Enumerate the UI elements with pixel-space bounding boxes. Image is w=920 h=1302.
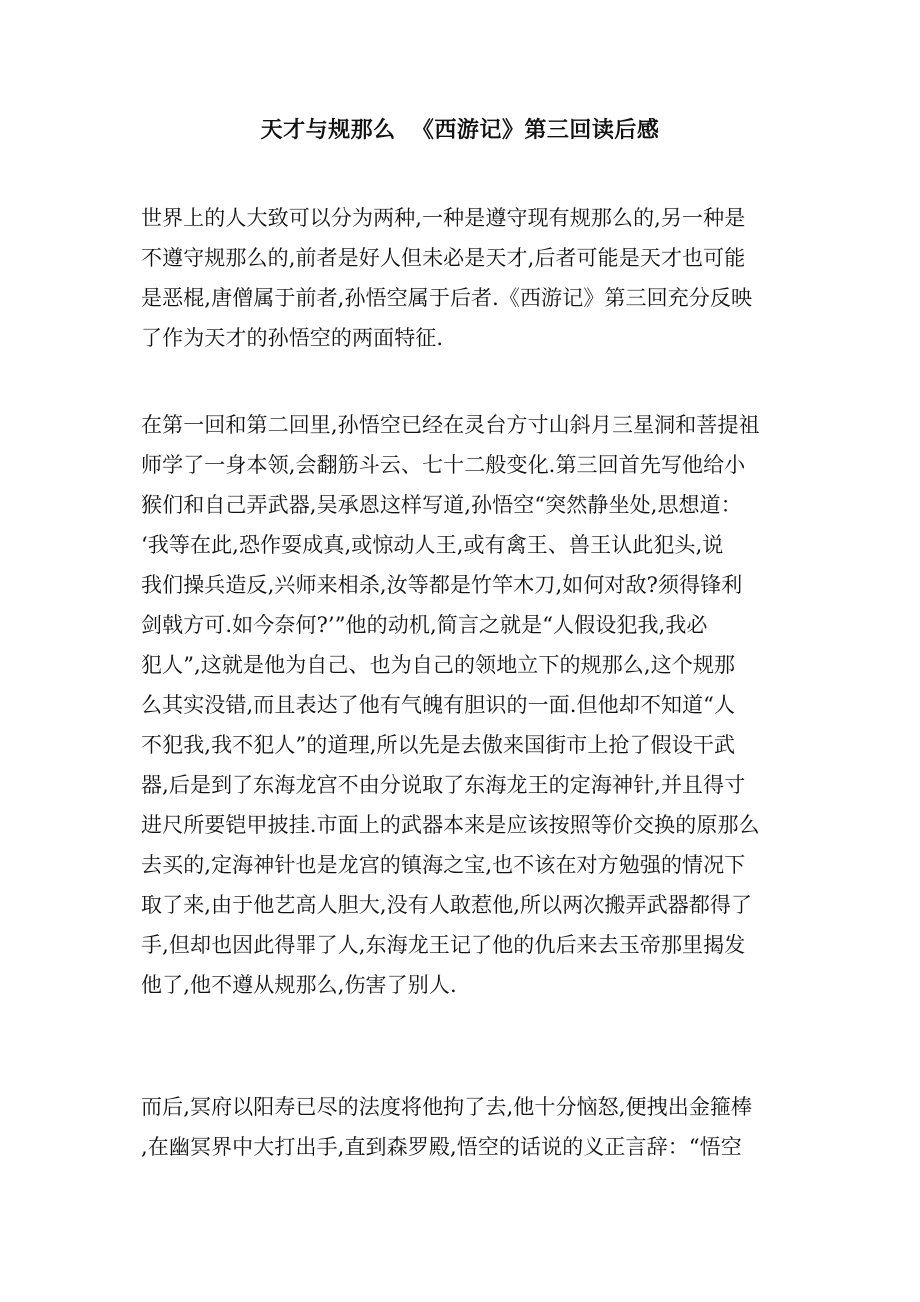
text-line: 了作为天才的孙悟空的两面特征. [141, 326, 444, 350]
text-line: 世界上的人大致可以分为两种,一种是遵守现有规那么的,另一种是 [141, 206, 746, 230]
paragraph-1 [141, 198, 791, 358]
text-line: 而后,冥府以阳寿已尽的法度将他拘了去,他十分恼怒,便拽出金箍棒 [141, 1095, 753, 1119]
text-line: 么其实没错,而且表达了他有气魄有胆识的一面.但他却不知道“人 [141, 693, 736, 717]
text-line: 进尺所要铠甲披挂.市面上的武器本来是应该按照等价交换的原那么 [141, 813, 760, 837]
text-line: 猴们和自己弄武器,吴承恩这样写道,孙悟空“突然静坐处,思想道： [141, 493, 742, 517]
text-line: 师学了一身本领,会翻筋斗云、七十二般变化.第三回首先写他给小 [141, 453, 746, 477]
paragraph-2 [141, 405, 791, 1005]
paragraph-3 [141, 1087, 791, 1167]
text-line: 器,后是到了东海龙宫不由分说取了东海龙王的定海神针,并且得寸 [141, 773, 746, 797]
text-line: 剑戟方可.如今奈何?’”他的动机,简言之就是“人假设犯我,我必 [141, 613, 708, 637]
text-line: 他了,他不遵从规那么,伤害了别人. [141, 973, 457, 997]
text-line: 手,但却也因此得罪了人,东海龙王记了他的仇后来去玉帝那里揭发 [141, 933, 746, 957]
text-line: 是恶棍,唐僧属于前者,孙悟空属于后者.《西游记》第三回充分反映 [141, 286, 753, 310]
text-line: 不犯我,我不犯人”的道理,所以先是去傲来国街市上抢了假设干武 [141, 733, 736, 757]
text-line: 取了来,由于他艺高人胆大,没有人敢惹他,所以两次搬弄武器都得了 [141, 893, 753, 917]
text-line: 去买的,定海神针也是龙宫的镇海之宝,也不该在对方勉强的情况下 [141, 853, 746, 877]
text-line: 我们操兵造反,兴师来相杀,汝等都是竹竿木刀,如何对敌?须得锋利 [141, 573, 743, 597]
text-line: 在第一回和第二回里,孙悟空已经在灵台方寸山斜月三星洞和菩提祖 [141, 413, 760, 437]
text-line: ‘我等在此,恐作耍成真,或惊动人王,或有禽王、兽王认此犯头,说 [141, 533, 724, 557]
text-line: 不遵守规那么的,前者是好人但未必是天才,后者可能是天才也可能 [141, 246, 746, 270]
text-line: ,在幽冥界中大打出手,直到森罗殿,悟空的话说的义正言辞：“悟空 [141, 1135, 742, 1159]
text-line: 犯人”,这就是他为自己、也为自己的领地立下的规那么,这个规那 [141, 653, 736, 677]
document-title: 天才与规那么 《西游记》第三回读后感 [260, 117, 660, 143]
